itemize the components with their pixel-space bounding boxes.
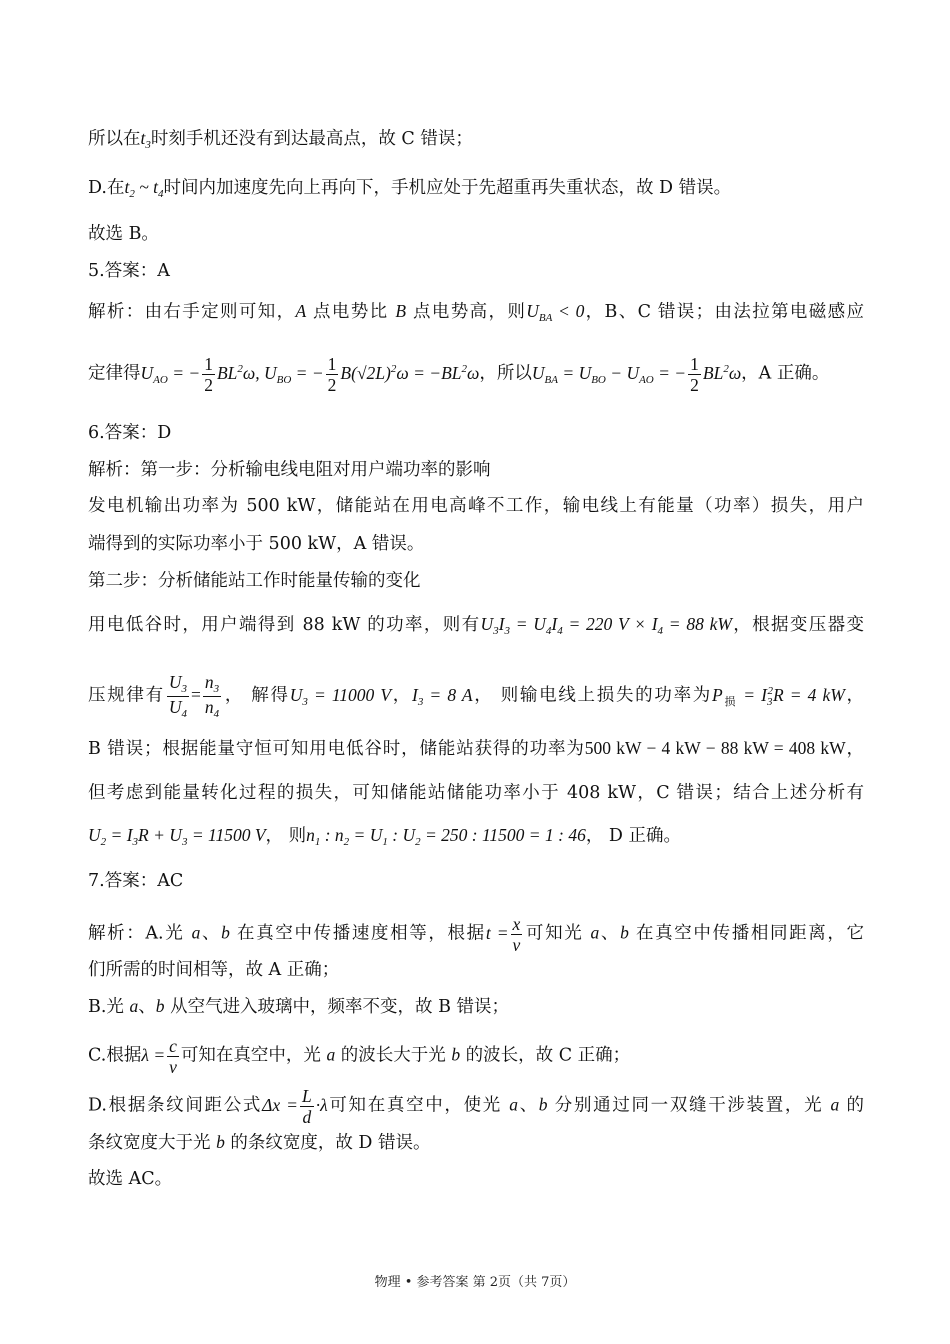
var-A: A — [295, 301, 307, 321]
q4-line-2 — [88, 179, 731, 200]
formula-u3: $U_3 = 11000$ V — [289, 684, 392, 708]
q7-conclusion: 故选 AC。 — [88, 1169, 173, 1189]
q7-line-2: 们所需的时间相等，故 A 正确； — [88, 960, 340, 980]
text: 所以在 — [88, 129, 141, 149]
text: 、 — [200, 923, 222, 944]
formula-u2: $U_2 = I_3R + U_3 = 11500$ V — [88, 825, 266, 848]
text: ， 解得 — [223, 685, 290, 706]
q6-para-4: 压规律有 $\frac{U_3}{U_4}$ = $\frac{n_3}{n_4}$ ， 解得$U_3 = 11000$ V，$I_3 = 8$ A， 则输电线上损失的功率为$P_损 = I_3^2R = 4$ kW， — [88, 672, 865, 720]
text: D.根据条纹间距公式 — [88, 1095, 263, 1116]
text: 的条纹宽度，故 D 错误。 — [224, 1133, 431, 1153]
var-b: b — [155, 996, 165, 1016]
formula-ratio: $n_1$ : $n_2 = U_1$ : $U_2 = 250$ : 11500 = 1 : 46 — [306, 825, 586, 848]
var-b: b — [451, 1044, 461, 1065]
fraction-c-v: $\frac{c}{v}$ — [169, 1036, 177, 1078]
q7-answer: 7.答案：AC — [88, 871, 184, 891]
text: 解析：由右手定则可知， — [88, 302, 296, 322]
var-b: b — [221, 922, 230, 943]
text: 点电势比 — [306, 302, 396, 322]
text: 条纹宽度大于光 — [88, 1133, 217, 1153]
fraction-half: $\frac{1}{2}$ — [327, 354, 337, 396]
text: 时间内加速度先向上再向下，手机应处于先超重再失重状态，故 D 错误。 — [163, 178, 732, 198]
text: 点电势高，则 — [406, 302, 527, 322]
text: ，A 正确。 — [741, 363, 830, 384]
formula-delta-x: Δx = $\frac{L}{d}$ ·λ — [262, 1086, 328, 1128]
formula-p-loss: $P_损 = I_3^2R = 4$ kW — [712, 684, 845, 708]
fraction-l-d: $\frac{L}{d}$ — [301, 1086, 312, 1128]
q7-line-3: B.光 a、b 从空气进入玻璃中，频率不变，故 B 错误； — [88, 996, 510, 1017]
text: 定律得 — [88, 363, 141, 384]
text: 的 — [839, 1095, 864, 1116]
text: 在真空中传播速度相等，根据 — [229, 923, 486, 944]
q7-line-4 — [88, 1036, 630, 1077]
text: 的波长大于光 — [335, 1045, 452, 1066]
q5-line-2 — [88, 354, 829, 395]
text: 压规律有 — [88, 685, 165, 706]
text: 解析：A.光 — [88, 923, 192, 944]
text: 可知在真空中，光 — [180, 1045, 327, 1066]
q6-para-6: 但考虑到能量转化过程的损失，可知储能站储能功率小于 408 kW，C 错误；结合上述分析有 — [88, 783, 864, 803]
text: ， — [844, 685, 865, 706]
text: ， — [845, 739, 865, 759]
var-a: a — [590, 922, 600, 943]
fraction-half: $\frac{1}{2}$ — [204, 354, 213, 396]
var-B: B — [395, 301, 407, 321]
var-b: b — [620, 922, 629, 943]
text: 分别通过同一双缝干涉装置，光 — [547, 1095, 831, 1116]
formula-uba: $U_{BA} < 0$ — [526, 301, 585, 324]
var-a: a — [191, 922, 201, 943]
q5-answer: 5.答案：A — [88, 261, 170, 281]
formula-t-x-v: t = $\frac{x}{v}$ — [485, 914, 521, 956]
text: 时刻手机还没有到达最高点，故 C 错误； — [150, 129, 473, 149]
text: 用电低谷时，用户端得到 88 kW 的功率，则有 — [88, 615, 481, 635]
text: ， 则 — [265, 826, 307, 846]
fraction-u3-u4: $\frac{U_3}{U_4}$ — [168, 672, 187, 720]
q7-line-5: D.根据条纹间距公式Δx = $\frac{L}{d}$ ·λ可知在真空中，使光 a、b 分别通过同一双缝干涉装置，光 a 的 — [88, 1086, 864, 1128]
q6-para-7 — [88, 827, 681, 848]
q7-line-6 — [88, 1134, 431, 1153]
var-a: a — [509, 1094, 518, 1115]
text: 的波长，故 C 正确； — [460, 1045, 631, 1066]
q6-para-3 — [88, 616, 864, 637]
text: ， 则输电线上损失的功率为 — [472, 685, 713, 706]
q6-para-5 — [88, 740, 864, 759]
var-a: a — [326, 1044, 336, 1065]
var-a: a — [830, 1094, 840, 1115]
var-a: a — [129, 996, 139, 1016]
formula-uba-result: $U_{BA} = U_{BO} - U_{AO}$ = − $\frac{1}{2}$ $BL^2\omega$ — [531, 354, 742, 396]
text: 可知光 — [524, 923, 591, 944]
fraction-half: $\frac{1}{2}$ — [690, 354, 699, 396]
formula-t3: $t_3$ — [140, 128, 151, 151]
text: B 错误；根据能量守恒可知用电低谷时，储能站获得的功率为 — [88, 739, 585, 759]
q6-step-1: 解析：第一步：分析输电线电阻对用户端功率的影响 — [88, 460, 491, 480]
q6-para-1: 发电机输出功率为 500 kW，储能站在用电高峰不工作，输电线上有能量（功率）损失，用户 — [88, 496, 864, 516]
text: ，所以 — [479, 363, 532, 384]
text: C.根据 — [88, 1045, 142, 1066]
q4-line-1 — [88, 130, 473, 151]
formula-uao-ubo: $U_{AO}$ = − $\frac{1}{2}$ $BL^2\omega$, $U_{BO}$ = − $\frac{1}{2}$ $B(√2L)^2\omega = -BL^2\omega$ — [140, 354, 480, 396]
q6-step-2: 第二步：分析储能站工作时能量传输的变化 — [88, 571, 421, 591]
q4-conclusion: 故选 B。 — [88, 224, 159, 244]
text: ， — [391, 685, 412, 706]
q5-line-1 — [88, 303, 864, 324]
text: D.在 — [88, 178, 125, 198]
q6-para-2: 端得到的实际功率小于 500 kW，A 错误。 — [88, 534, 425, 554]
text: ，根据变压器变 — [731, 615, 865, 635]
q6-answer: 6.答案：D — [88, 423, 172, 443]
var-b: b — [538, 1094, 548, 1115]
var-b: b — [216, 1132, 225, 1152]
formula-t2-t4: $t_2$ ~ $t_4$ — [124, 177, 164, 200]
text: 在真空中传播相同距离，它 — [628, 923, 865, 944]
fraction-x-v: $\frac{x}{v}$ — [512, 914, 521, 956]
page-footer: 物理 • 参考答案 第 2页（共 7页） — [374, 1275, 576, 1290]
text: 可知在真空中，使光 — [327, 1095, 510, 1116]
formula-lambda: λ = $\frac{c}{v}$ — [141, 1036, 177, 1078]
q7-line-1: 解析：A.光 a、b 在真空中传播速度相等，根据t = $\frac{x}{v}$ 可知光 a、b 在真空中传播相同距离，它 — [88, 914, 865, 956]
text: ， D 正确。 — [585, 826, 681, 846]
formula-i3: $I_3 = 8$ A — [412, 684, 473, 708]
text: 从空气进入玻璃中，频率不变，故 B 错误； — [164, 997, 510, 1017]
formula-408: 500 kW − 4 kW − 88 kW = 408 kW — [584, 738, 846, 758]
formula-power-88: $U_3I_3 = U_4I_4 = 220$ $V \times I_4 = 88$ kW — [480, 614, 732, 637]
text: ，B、C 错误；由法拉第电磁感应 — [584, 302, 865, 322]
text: B.光 — [88, 997, 130, 1017]
fraction-n3-n4: $\frac{n_3}{n_4}$ — [204, 672, 220, 720]
